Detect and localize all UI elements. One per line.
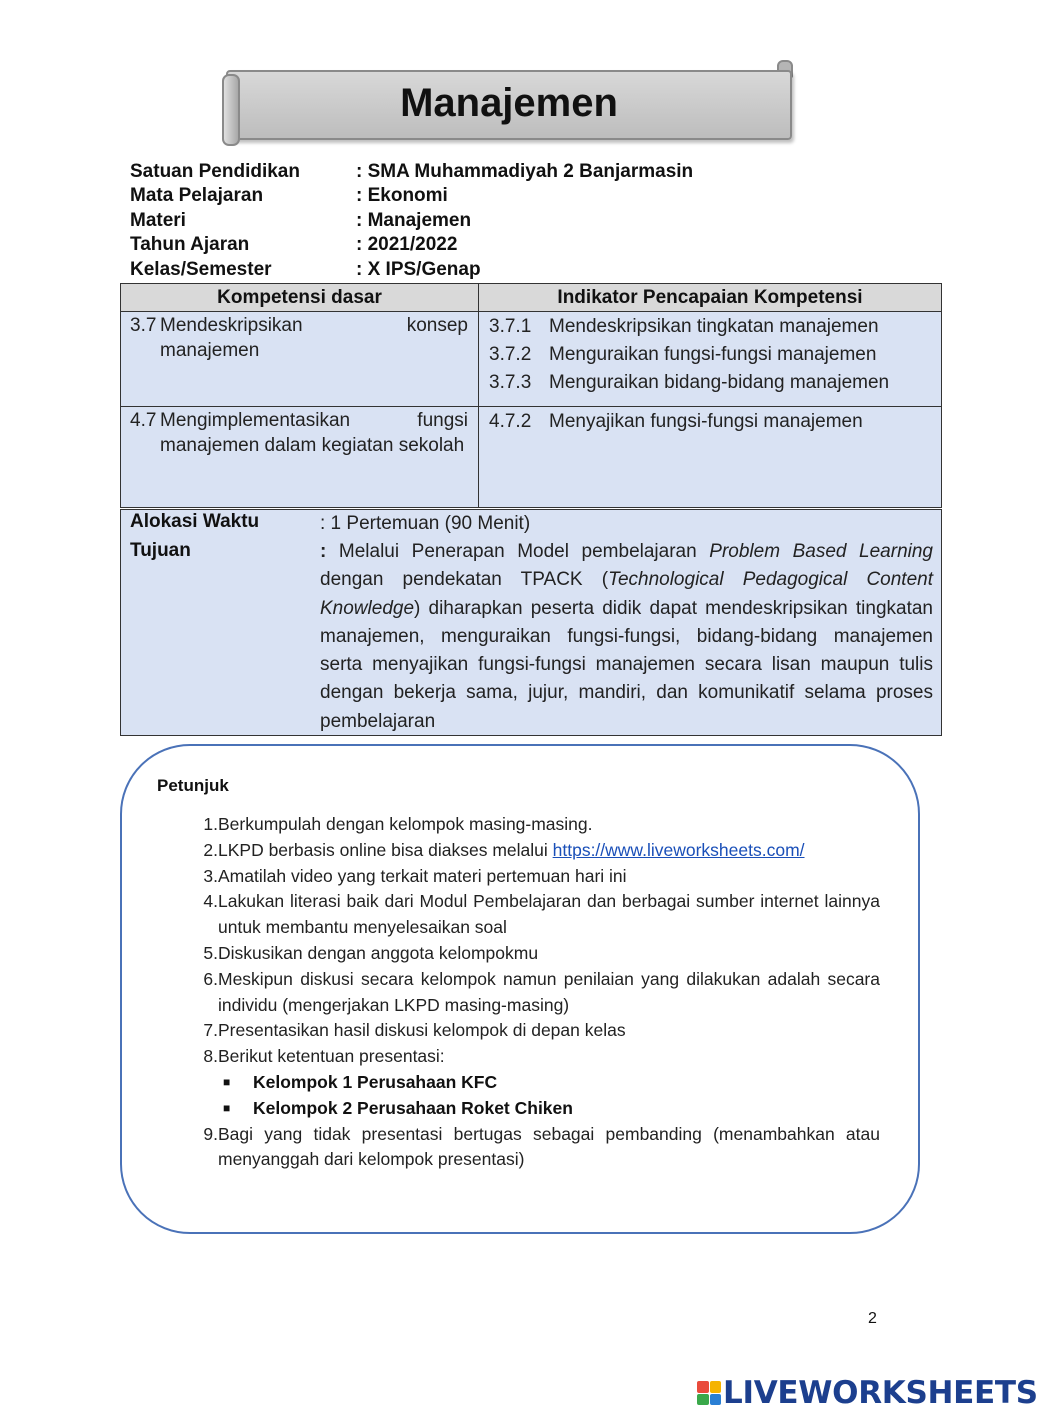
list-number: 4.: [203, 891, 218, 912]
list-text: Lakukan literasi baik dari Modul Pembelajaran dan berbagai sumber internet lainnya untuk membantu menyelesaikan soal: [218, 891, 880, 938]
table-header-row: [121, 284, 942, 312]
list-number: 7.: [203, 1020, 218, 1041]
indicator-number: 3.7.3: [489, 372, 532, 393]
list-item: [183, 967, 880, 1019]
list-number: 5.: [203, 942, 218, 963]
time-label: Alokasi Waktu: [130, 511, 260, 532]
kd-text: Mendeskripsikan konsep manajemen: [160, 315, 468, 361]
info-value: : SMA Muhammadiyah 2 Banjarmasin: [356, 161, 694, 182]
list-item: [183, 864, 880, 890]
info-value: : 2021/2022: [356, 234, 458, 256]
list-text: Amatilah video yang terkait materi pertemuan hari ini: [218, 865, 627, 886]
page-number: 2: [868, 1310, 877, 1327]
goal-text-part: Melalui Penerapan Model pembelajaran: [326, 541, 710, 562]
list-number: 9.: [203, 1123, 218, 1144]
allocation-box: [120, 509, 942, 736]
goal-label: Tujuan: [130, 540, 191, 561]
info-row: [130, 160, 693, 184]
list-number: 1.: [203, 814, 218, 834]
indicator-item: [489, 313, 931, 341]
goal-text-part: ) diharapkan peserta didik dapat mendeskripsikan tingkatan manajemen, menguraikan fungsi-fungsi, bidang-bidang manajemen serta menyajikan fungsi-fungsi manajemen secara lisan maupun tulis dengan bekerja sama, jujur, mandiri, dan komunikatif selama proses pembelajaran: [320, 597, 933, 732]
indicator-number: 3.7.1: [489, 316, 532, 337]
list-text: Bagi yang tidak presentasi bertugas sebagai pembanding (menambahkan atau menyanggah dari kelompok presentasi): [218, 1123, 880, 1170]
kd-cell: [121, 407, 479, 508]
indicator-text: Menguraikan fungsi-fungsi manajemen: [549, 344, 877, 365]
goal-colon: :: [320, 541, 327, 562]
list-item: [183, 838, 880, 864]
indicator-text: Menyajikan fungsi-fungsi manajemen: [549, 411, 863, 432]
goal-text: [320, 538, 933, 736]
column-header-indicator: Indikator Pencapaian Kompetensi: [479, 284, 942, 312]
group-text: Kelompok 2 Perusahaan Roket Chiken: [253, 1097, 573, 1118]
logo-text: LIVEWORKSHEETS: [723, 1375, 1038, 1411]
list-text: Berikut ketentuan presentasi:: [218, 1046, 445, 1067]
indicator-item: [489, 369, 931, 397]
instructions-title: Petunjuk: [157, 776, 229, 795]
list-number: 2.: [203, 839, 218, 860]
list-item: [183, 1018, 880, 1044]
list-number: 3.: [203, 865, 218, 886]
list-text-part: LKPD berbasis online bisa diakses melalui: [218, 839, 553, 860]
goal-model-name: Problem Based Learning: [709, 541, 933, 562]
indicator-text: Mendeskripsikan tingkatan manajemen: [549, 316, 879, 337]
info-label: Satuan Pendidikan: [130, 161, 300, 182]
list-item: [183, 1122, 880, 1174]
table-row: [121, 407, 942, 508]
list-item: [183, 1044, 880, 1070]
kd-number: 4.7: [130, 410, 157, 431]
goal-approach-name: Technological Pedagogical Content Knowledge: [320, 569, 933, 619]
info-value: : X IPS/Genap: [356, 258, 481, 280]
list-item: [183, 889, 880, 941]
info-label: Tahun Ajaran: [130, 234, 250, 256]
page-title: Manajemen: [400, 81, 618, 125]
square-bullet-icon: ■: [223, 1100, 231, 1115]
indicator-cell: [479, 407, 942, 508]
goal-text-part: dengan pendekatan TPACK (: [320, 569, 609, 591]
info-row: [130, 209, 693, 233]
kd-text: Mengimplementasikan fungsi manajemen dalam kegiatan sekolah: [160, 410, 468, 456]
group-text: Kelompok 1 Perusahaan KFC: [253, 1071, 498, 1092]
list-text: Berkumpulah dengan kelompok masing-masing.: [218, 814, 593, 834]
table-row: [121, 312, 942, 407]
indicator-text: Menguraikan bidang-bidang manajemen: [549, 372, 890, 393]
list-number: 6.: [203, 968, 218, 989]
info-value: : Ekonomi: [356, 185, 448, 207]
group-item: [183, 1096, 880, 1122]
liveworksheets-logo: [697, 1376, 1038, 1410]
square-bullet-icon: ■: [223, 1074, 231, 1089]
column-header-kd: Kompetensi dasar: [121, 284, 479, 312]
indicator-number: 3.7.2: [489, 344, 532, 365]
kd-number: 3.7: [130, 315, 157, 336]
list-number: 8.: [203, 1046, 218, 1067]
info-label: Materi: [130, 209, 186, 231]
indicator-cell: [479, 312, 942, 407]
info-row: [130, 233, 693, 257]
instructions-list: [183, 812, 880, 1173]
info-block: [130, 160, 693, 282]
competency-table: [120, 283, 942, 508]
list-text: [218, 838, 880, 864]
time-value: : 1 Pertemuan (90 Menit): [320, 513, 531, 534]
info-label: Kelas/Semester: [130, 258, 272, 280]
liveworksheets-link[interactable]: https://www.liveworksheets.com/: [552, 839, 805, 860]
liveworksheets-logo-icon: [697, 1381, 721, 1405]
list-item: [183, 812, 880, 838]
list-text: Meskipun diskusi secara kelompok namun penilaian yang dilakukan adalah secara individu (mengerjakan LKPD masing-masing): [218, 968, 880, 1015]
indicator-item: [489, 341, 931, 369]
list-text: Diskusikan dengan anggota kelompokmu: [218, 942, 539, 963]
info-row: [130, 258, 693, 282]
group-item: [183, 1070, 880, 1096]
indicator-number: 4.7.2: [489, 411, 532, 432]
info-value: : Manajemen: [356, 209, 472, 231]
indicator-item: [489, 408, 931, 436]
kd-cell: [121, 312, 479, 407]
info-row: [130, 184, 693, 208]
list-item: [183, 941, 880, 967]
list-text: Presentasikan hasil diskusi kelompok di depan kelas: [218, 1020, 626, 1041]
info-label: Mata Pelajaran: [130, 185, 264, 207]
